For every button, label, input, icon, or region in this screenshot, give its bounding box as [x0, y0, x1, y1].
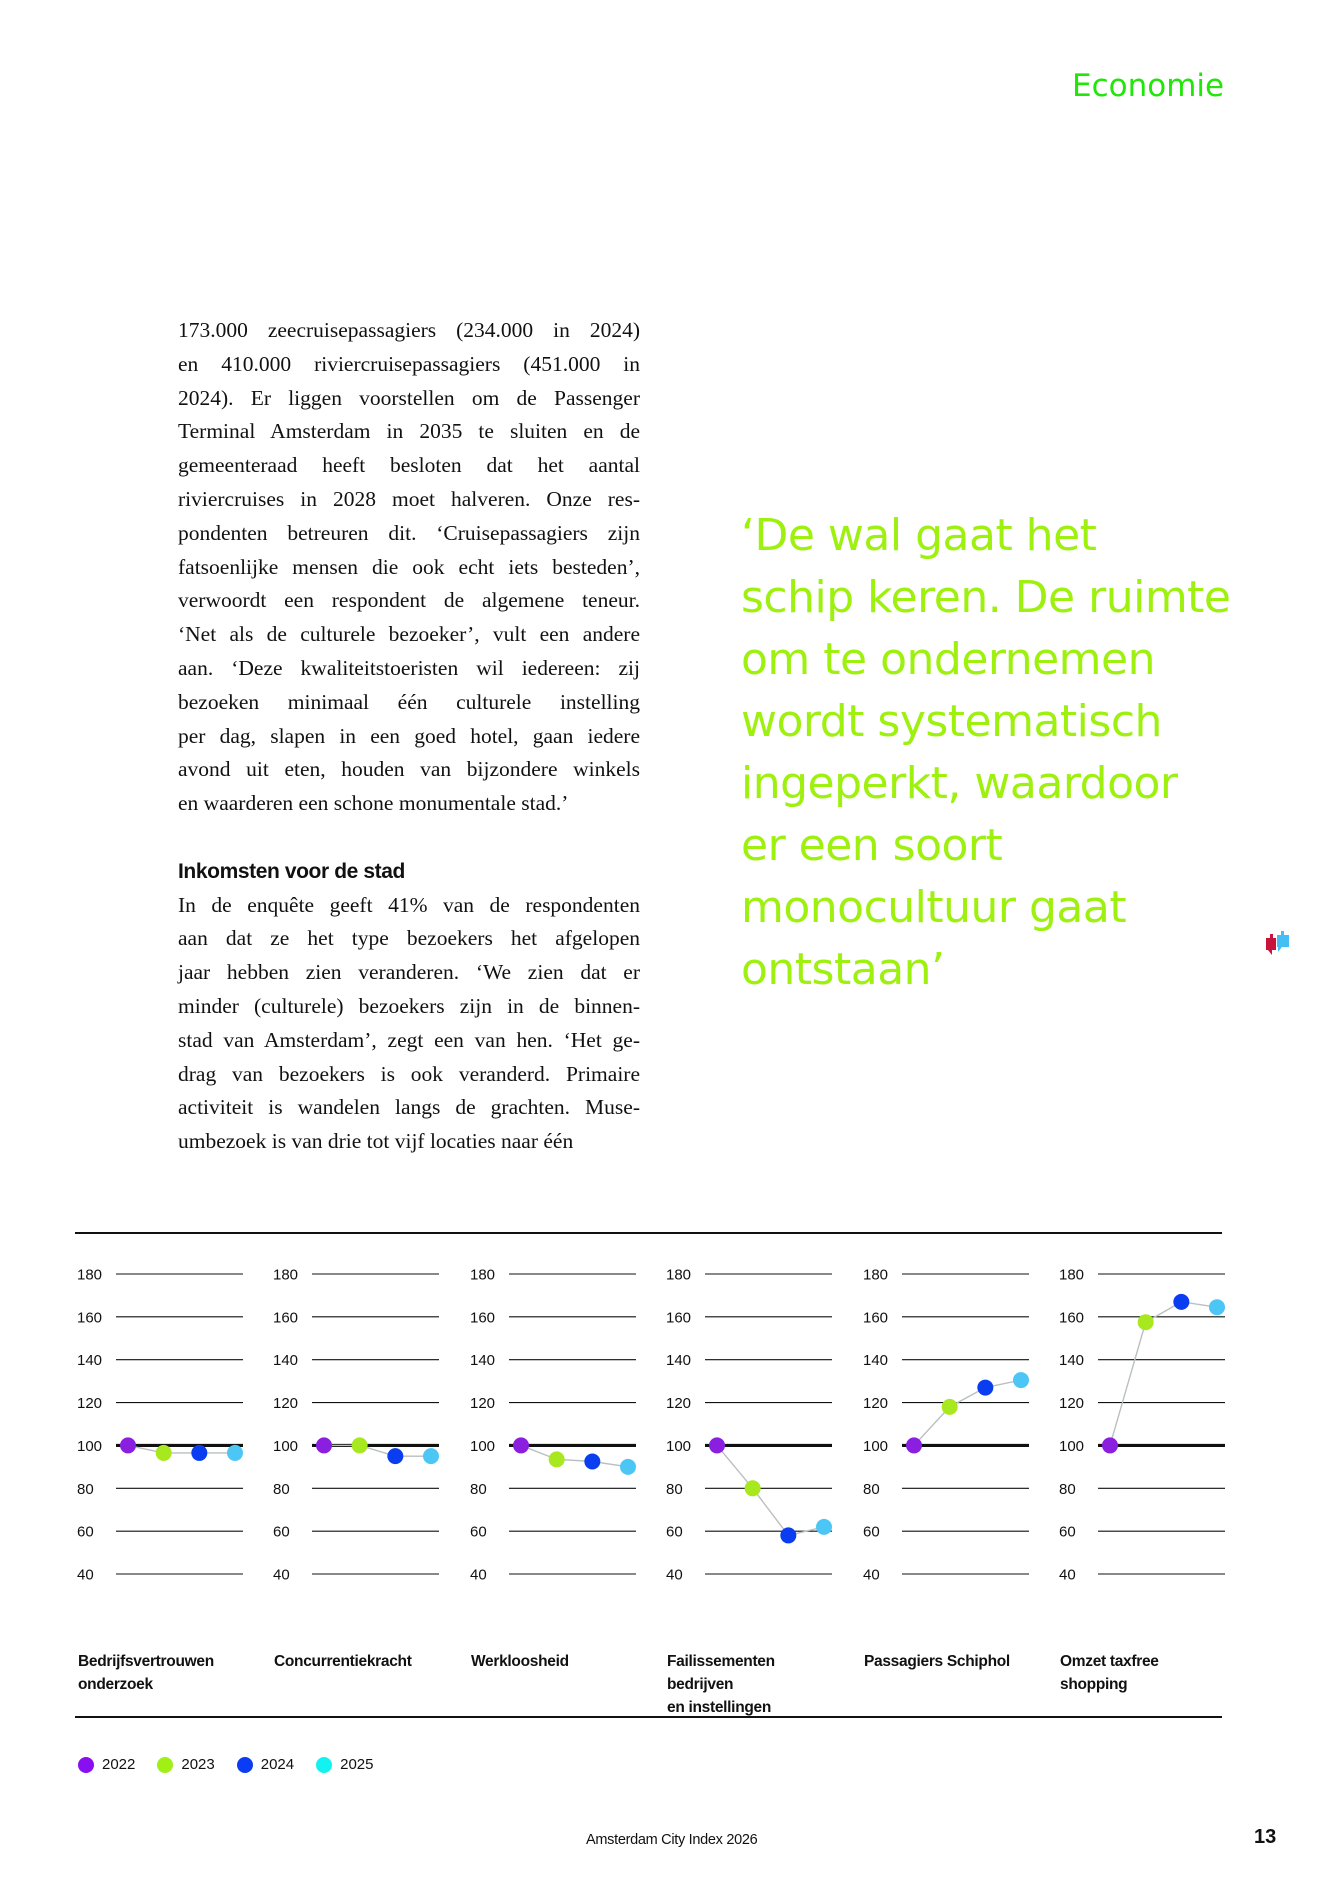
data-point-2023 — [156, 1445, 172, 1461]
y-tick-label: 40 — [666, 1566, 683, 1584]
speech-bubble-red — [1266, 934, 1276, 955]
y-tick-label: 160 — [1059, 1309, 1085, 1327]
data-point-2023 — [745, 1480, 761, 1496]
text-line: riviercruises in 2028 moet halveren. Onze res- — [178, 486, 640, 511]
data-point-2023 — [549, 1451, 565, 1467]
series-connector-line — [717, 1445, 824, 1535]
text-line: gemeenteraad heeft besloten dat het aantal — [178, 453, 640, 478]
y-tick-label: 160 — [77, 1309, 103, 1327]
pull-quote-line: ‘De wal gaat het — [741, 510, 1097, 561]
data-point-2022 — [120, 1437, 136, 1453]
y-tick-label: 80 — [470, 1480, 487, 1498]
y-tick-label: 60 — [666, 1523, 683, 1541]
data-point-2024 — [780, 1527, 796, 1543]
y-tick-label: 160 — [863, 1309, 889, 1327]
y-tick-label: 100 — [273, 1437, 299, 1455]
chart-panel — [470, 1267, 636, 1584]
series-connector-line — [324, 1445, 431, 1456]
y-tick-label: 100 — [666, 1437, 692, 1455]
pull-quote — [741, 505, 1261, 1001]
y-tick-label: 120 — [863, 1395, 889, 1413]
y-tick-label: 100 — [470, 1437, 496, 1455]
chart-top-rule — [75, 1232, 1222, 1234]
y-tick-label: 80 — [863, 1480, 880, 1498]
text-line: Terminal Amsterdam in 2035 te sluiten en de — [178, 419, 640, 444]
series-connector-line — [128, 1445, 235, 1453]
legend-swatch — [157, 1757, 173, 1773]
pull-quote-line: wordt systematisch — [741, 696, 1162, 747]
chart-panel — [273, 1267, 439, 1584]
data-point-2024 — [584, 1454, 600, 1470]
y-tick-label: 40 — [273, 1566, 290, 1584]
y-tick-label: 180 — [470, 1266, 496, 1284]
chart-panel-title: Failissementen bedrijven en instellingen — [667, 1653, 775, 1716]
data-point-2025 — [1013, 1372, 1029, 1388]
data-point-2024 — [191, 1445, 207, 1461]
data-point-2025 — [227, 1445, 243, 1461]
y-tick-label: 80 — [1059, 1480, 1076, 1498]
text-line: en 410.000 riviercruisepassagiers (451.000 in — [178, 351, 640, 376]
data-point-2022 — [513, 1437, 529, 1453]
data-point-2022 — [709, 1437, 725, 1453]
y-tick-label: 140 — [77, 1352, 103, 1370]
text-line: 2024). Er liggen voorstellen om de Passenger — [178, 385, 640, 410]
chart-panel-title: Omzet taxfree shopping — [1060, 1653, 1159, 1693]
speech-bubbles-icon — [1262, 930, 1298, 960]
y-tick-label: 100 — [863, 1437, 889, 1455]
footer-publication: Amsterdam City Index 2026 — [586, 1832, 758, 1848]
data-point-2023 — [1138, 1314, 1154, 1330]
text-line: ‘Net als de culturele bezoeker’, vult een andere — [178, 622, 640, 647]
data-point-2022 — [316, 1437, 332, 1453]
y-tick-label: 160 — [666, 1309, 692, 1327]
y-tick-label: 180 — [273, 1266, 299, 1284]
y-tick-label: 160 — [273, 1309, 299, 1327]
legend-item — [316, 1756, 373, 1773]
y-tick-label: 120 — [666, 1395, 692, 1413]
y-tick-label: 60 — [863, 1523, 880, 1541]
y-tick-label: 60 — [1059, 1523, 1076, 1541]
section-label: Economie — [1072, 68, 1225, 104]
data-point-2022 — [906, 1437, 922, 1453]
data-point-2025 — [620, 1459, 636, 1475]
data-point-2025 — [423, 1448, 439, 1464]
text-line: per dag, slapen in een goed hotel, gaan iedere — [178, 723, 640, 748]
series-connector-line — [914, 1380, 1021, 1445]
text-line: pondenten betreuren dit. ‘Cruisepassagiers zijn — [178, 520, 640, 545]
chart-bottom-rule — [75, 1716, 1222, 1718]
subheading: Inkomsten voor de stad — [178, 859, 405, 883]
y-tick-label: 140 — [470, 1352, 496, 1370]
data-point-2023 — [352, 1437, 368, 1453]
y-tick-label: 120 — [1059, 1395, 1085, 1413]
series-connector-line — [521, 1445, 628, 1466]
data-point-2024 — [977, 1380, 993, 1396]
chart-panel-title: Concurrentiekracht — [274, 1653, 412, 1670]
y-tick-label: 40 — [470, 1566, 487, 1584]
y-tick-label: 80 — [77, 1480, 94, 1498]
pull-quote-line: ingeperkt, waardoor — [741, 758, 1178, 809]
legend-item — [78, 1756, 135, 1773]
y-tick-label: 180 — [77, 1266, 103, 1284]
y-tick-label: 60 — [273, 1523, 290, 1541]
chart-panel — [666, 1267, 832, 1584]
text-line: 173.000 zeecruisepassagiers (234.000 in 2024) — [178, 318, 640, 342]
legend-swatch — [316, 1757, 332, 1773]
body-text-column — [178, 314, 640, 1159]
data-point-2024 — [1173, 1294, 1189, 1310]
page-number: 13 — [1254, 1826, 1277, 1848]
text-line: avond uit eten, houden van bijzondere winkels — [178, 757, 640, 782]
y-tick-label: 120 — [77, 1395, 103, 1413]
y-tick-label: 140 — [273, 1352, 299, 1370]
speech-bubble-blue — [1277, 931, 1289, 952]
data-point-2023 — [942, 1399, 958, 1415]
text-line: verwoordt een respondent de algemene teneur. — [178, 588, 640, 613]
y-tick-label: 140 — [666, 1352, 692, 1370]
text-line: activiteit is wandelen langs de grachten. Muse- — [178, 1095, 640, 1120]
y-tick-label: 120 — [273, 1395, 299, 1413]
y-tick-label: 80 — [273, 1480, 290, 1498]
pull-quote-line: om te ondernemen — [741, 634, 1155, 685]
text-line: jaar hebben zien veranderen. ‘We zien dat er — [178, 960, 640, 985]
text-line: aan dat ze het type bezoekers het afgelopen — [178, 926, 640, 951]
paragraph-2 — [178, 889, 640, 1159]
legend-label: 2022 — [102, 1756, 136, 1773]
text-line: fatsoenlijke mensen die ook echt iets besteden’, — [178, 554, 640, 579]
text-line: aan. ‘Deze kwaliteitstoeristen wil iedereen: zij — [178, 655, 640, 680]
y-tick-label: 40 — [77, 1566, 94, 1584]
legend-label: 2023 — [181, 1756, 215, 1773]
series-connector-line — [1110, 1302, 1217, 1446]
y-tick-label: 180 — [666, 1266, 692, 1284]
y-tick-label: 180 — [1059, 1266, 1085, 1284]
text-line: drag van bezoekers is ook veranderd. Primaire — [178, 1061, 640, 1086]
y-tick-label: 80 — [666, 1480, 683, 1498]
y-tick-label: 180 — [863, 1266, 889, 1284]
pull-quote-line: schip keren. De ruimte — [741, 572, 1231, 623]
text-line: minder (culturele) bezoekers zijn in de binnen- — [178, 993, 640, 1018]
legend-label: 2024 — [260, 1756, 295, 1773]
y-tick-label: 100 — [77, 1437, 103, 1455]
chart-panel-title: Bedrijfsvertrouwen onderzoek — [78, 1653, 214, 1693]
legend-swatch — [78, 1757, 94, 1773]
chart-panel-title: Werkloosheid — [471, 1653, 569, 1670]
paragraph-1 — [178, 314, 640, 821]
chart-panel — [863, 1267, 1029, 1584]
y-tick-label: 140 — [863, 1352, 889, 1370]
pull-quote-line: monocultuur gaat — [741, 882, 1127, 933]
legend-label: 2025 — [340, 1756, 374, 1773]
y-tick-label: 140 — [1059, 1352, 1085, 1370]
data-point-2025 — [816, 1519, 832, 1535]
y-tick-label: 120 — [470, 1395, 496, 1413]
y-tick-label: 60 — [470, 1523, 487, 1541]
pull-quote-line: ontstaan’ — [741, 944, 945, 995]
y-tick-label: 40 — [1059, 1566, 1076, 1584]
chart-panel-title: Passagiers Schiphol — [864, 1653, 1010, 1670]
y-tick-label: 100 — [1059, 1437, 1085, 1455]
data-point-2024 — [387, 1448, 403, 1464]
text-line: stad van Amsterdam’, zegt een van hen. ‘Het ge- — [178, 1027, 640, 1052]
text-line: In de enquête geeft 41% van de respondenten — [178, 892, 640, 917]
legend-item — [237, 1756, 294, 1773]
y-tick-label: 60 — [77, 1523, 94, 1541]
legend-swatch — [237, 1757, 253, 1773]
text-line: umbezoek is van drie tot vijf locaties naar één — [178, 1129, 574, 1154]
text-line: en waarderen een schone monumentale stad.’ — [178, 791, 569, 816]
y-tick-label: 160 — [470, 1309, 496, 1327]
data-point-2025 — [1209, 1299, 1225, 1315]
y-tick-label: 40 — [863, 1566, 880, 1584]
chart-legend — [78, 1756, 396, 1773]
pull-quote-line: er een soort — [741, 820, 1003, 871]
chart-panel — [1059, 1267, 1225, 1584]
legend-item — [157, 1756, 214, 1773]
chart-panel — [77, 1267, 243, 1584]
text-line: bezoeken minimaal één culturele instelling — [178, 689, 640, 714]
data-point-2022 — [1102, 1437, 1118, 1453]
